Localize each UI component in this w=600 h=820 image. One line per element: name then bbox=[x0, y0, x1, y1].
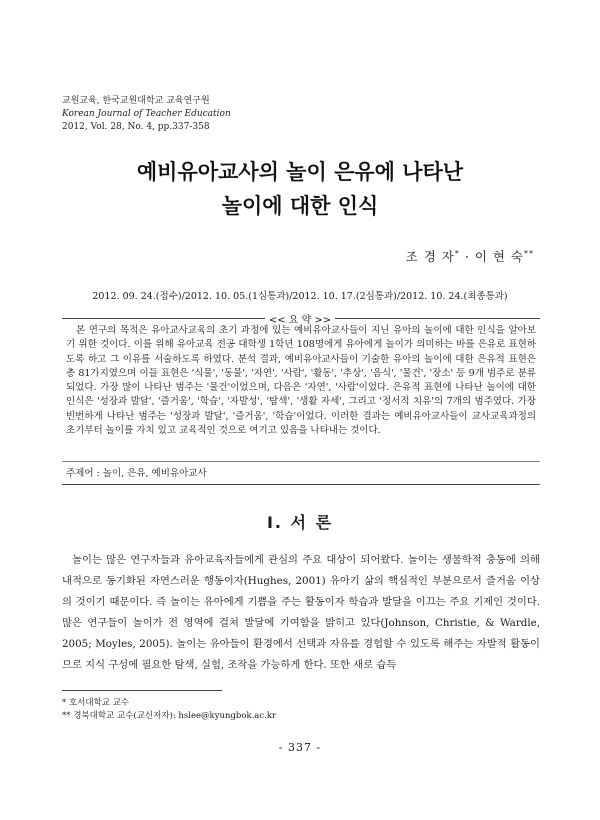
abstract-text: 본 연구의 목적은 유아교사교육의 초기 과정에 있는 예비유아교사들이 지닌 유아의 놀이에 대한 인식을 알아보기 위한 것이다. 이를 위해 유아교육 전공 대학생 1학년 108명에게 유아에게 놀이가 의미하는 바를 은유로 표현하도록 하고 그 이유를 서술하도록 하였다. 분석 결과, 예비유아교사들이 기술한 유아의 놀이에 대한 은유적 표현은 총 81가지였으며 이들 표현은 '식물', '동물', '자연', '사람', '활동', '추상', '음식', '물건', '장소' 등 9개 범주로 분류되었다. 가장 많이 나타난 범주는 '물건'이었으며, 다음은 '자연', '사람'이었다. 은유적 표현에 나타난 놀이에 대한 인식은 '성장과 발달', '즐거움', '학습', '자발성', '탐색', '생활 자세', 그리고 '정서적 치유'의 7개의 범주였다. 가장 빈번하게 나타난 범주는 '성장과 발달', '즐거움', '학습'이었다. 이러한 결과는 예비유아교사들이 교사교육과정의 초기부터 놀이를 가치 있고 교육적인 것으로 여기고 있음을 나타내는 것이다. bbox=[66, 325, 536, 437]
keywords-top-rule bbox=[62, 461, 540, 462]
author-mark-2: ** bbox=[524, 248, 534, 258]
journal-publisher: 교원교육, 한국교원대학교 교육연구원 bbox=[62, 96, 210, 106]
journal-volume: 2012, Vol. 28, No. 4, pp.337-358 bbox=[62, 122, 210, 132]
footnote-1: * 호서대학교 교수 bbox=[62, 698, 130, 708]
body-paragraph: 놀이는 많은 연구자들과 유아교육자들에게 관심의 주요 대상이 되어왔다. 놀이는 생물학적 충동에 의해 내적으로 동기화된 자연스러운 행동이자(Hughes, 2001) 유아기 삶의 핵심적인 부분으로서 즐거움 이상의 것이기 때문이다. 즉 놀이는 유아에게 기쁨을 주는 활동이자 학습과 발달을 이끄는 주요 기제인 것이다. 많은 연구들이 놀이가 전 영역에 걸쳐 발달에 기여함을 밝히고 있다(Johnson, Christie, & Wardle, 2005; Moyles, 2005). 놀이는 유아들이 환경에서 선택과 자유를 경험할 수 있도록 해주는 자발적 활동이므로 지식 구성에 필요한 탐색, 실험, 조작을 가능하게 한다. 또한 새로 습득 bbox=[62, 554, 540, 671]
footnote-rule bbox=[62, 690, 222, 691]
abstract-heading-label: << 요 약 >> bbox=[265, 315, 335, 326]
review-dates: 2012. 09. 24.(접수)/2012. 10. 05.(1심통과)/2012. 10. 17.(2심통과)/2012. 10. 24.(최종통과) bbox=[92, 291, 508, 302]
footnote-2: ** 경북대학교 교수(교신저자): hslee@kyungbok.ac.kr bbox=[62, 711, 277, 721]
author-separator: · bbox=[464, 249, 470, 264]
author-name-1: 조 경 자 bbox=[405, 249, 455, 264]
author-mark-1: * bbox=[454, 248, 460, 258]
footnotes bbox=[62, 697, 276, 723]
keywords: 주제어 : 놀이, 은유, 예비유아교사 bbox=[66, 468, 207, 479]
paper-title-line2: 놀이에 대한 인식 bbox=[221, 194, 379, 218]
keywords-bottom-rule bbox=[62, 484, 540, 485]
page-number: - 337 - bbox=[278, 741, 322, 754]
section-heading: Ⅰ. 서 론 bbox=[266, 513, 334, 532]
journal-header bbox=[62, 95, 231, 134]
author-name-2: 이 현 숙 bbox=[474, 249, 524, 264]
journal-name-english: Korean Journal of Teacher Education bbox=[62, 109, 231, 119]
paper-title-line1: 예비유아교사의 놀이 은유에 나타난 bbox=[136, 160, 464, 184]
author-list bbox=[406, 247, 534, 265]
